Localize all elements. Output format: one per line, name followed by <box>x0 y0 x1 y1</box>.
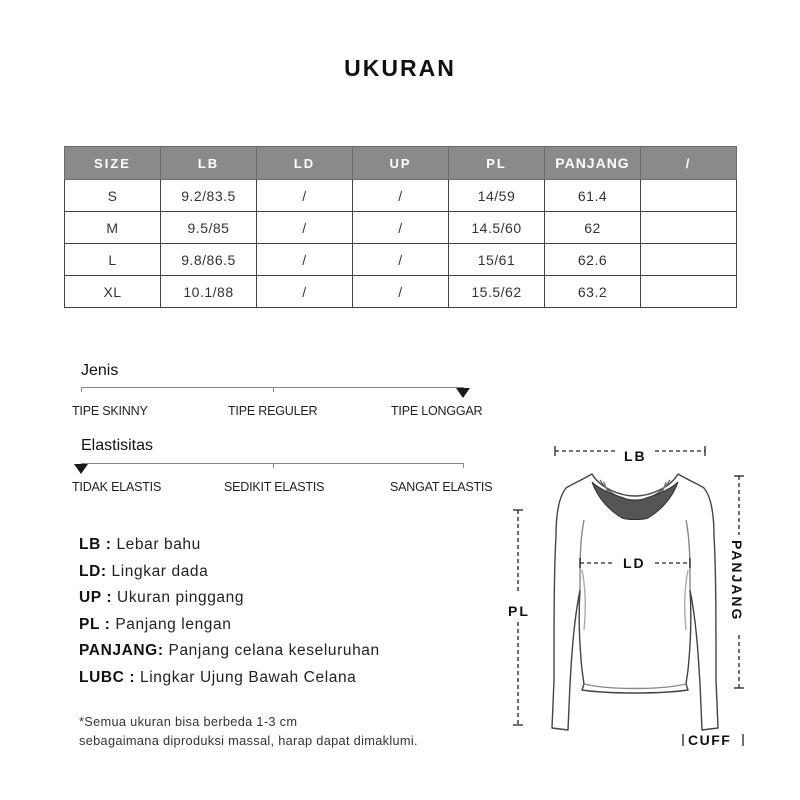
jenis-option-longgar: TIPE LONGGAR <box>391 404 483 418</box>
table-cell: / <box>257 212 353 244</box>
cuff-label: CUFF <box>688 732 732 748</box>
table-cell: 15.5/62 <box>449 276 545 308</box>
table-cell: / <box>353 276 449 308</box>
elastisitas-tick <box>463 463 464 468</box>
header-slash: / <box>641 147 737 180</box>
elastisitas-option-sangat: SANGAT ELASTIS <box>390 480 493 494</box>
legend-text: Lebar bahu <box>111 536 201 553</box>
table-cell <box>641 212 737 244</box>
legend-text: Panjang lengan <box>110 615 232 633</box>
table-cell: / <box>257 276 353 308</box>
table-cell: 62.6 <box>545 244 641 276</box>
table-cell: 9.8/86.5 <box>161 244 257 276</box>
legend-text: Lingkar Ujung Bawah Celana <box>135 668 357 686</box>
table-cell: / <box>353 212 449 244</box>
header-lb: LB <box>161 147 257 180</box>
elastisitas-option-tidak: TIDAK ELASTIS <box>72 480 162 494</box>
header-up: UP <box>353 147 449 180</box>
legend-item <box>79 667 380 694</box>
legend-item <box>79 587 380 614</box>
jenis-label: Jenis <box>81 362 119 379</box>
table-row <box>65 180 737 212</box>
jenis-option-reguler: TIPE REGULER <box>228 404 318 418</box>
legend-text: Ukuran pinggang <box>112 589 245 606</box>
jenis-tick <box>273 387 274 392</box>
shirt-measurement-diagram <box>500 440 770 760</box>
elastisitas-label: Elastisitas <box>81 437 154 454</box>
table-cell: 15/61 <box>449 244 545 276</box>
lb-label: LB <box>624 448 647 464</box>
note-line: sebagaimana diproduksi massal, harap dapat dimaklumi. <box>79 733 418 748</box>
table-row <box>65 244 737 276</box>
legend-key: LD: <box>79 562 107 580</box>
header-panjang: PANJANG <box>545 147 641 180</box>
page-title: UKURAN <box>344 55 456 81</box>
elastisitas-selected-marker <box>74 464 88 474</box>
table-cell: 62 <box>545 212 641 244</box>
table-cell: M <box>65 212 161 244</box>
legend-key: LB : <box>79 536 112 553</box>
size-table <box>64 146 737 308</box>
table-cell: 10.1/88 <box>161 276 257 308</box>
jenis-option-skinny: TIPE SKINNY <box>72 404 148 418</box>
legend-key: UP : <box>79 589 113 606</box>
legend-item <box>79 640 380 667</box>
measurement-legend <box>79 534 380 693</box>
legend-key: LUBC : <box>79 668 136 686</box>
header-pl: PL <box>449 147 545 180</box>
legend-key: PANJANG: <box>79 642 164 659</box>
table-row <box>65 276 737 308</box>
table-cell: / <box>257 244 353 276</box>
table-cell <box>641 180 737 212</box>
table-cell: 14.5/60 <box>449 212 545 244</box>
table-cell: S <box>65 180 161 212</box>
legend-item <box>79 561 380 588</box>
legend-item <box>79 534 380 561</box>
header-ld: LD <box>257 147 353 180</box>
panjang-label: PANJANG <box>729 540 745 622</box>
legend-text: Lingkar dada <box>106 562 209 580</box>
table-cell: / <box>353 180 449 212</box>
pl-label: PL <box>508 603 530 619</box>
table-cell: / <box>353 244 449 276</box>
table-cell: L <box>65 244 161 276</box>
ld-label: LD <box>623 555 646 571</box>
table-row <box>65 212 737 244</box>
table-cell <box>641 244 737 276</box>
note-line: *Semua ukuran bisa berbeda 1-3 cm <box>79 714 298 729</box>
table-cell: 9.2/83.5 <box>161 180 257 212</box>
legend-item <box>79 614 380 641</box>
legend-key: PL : <box>79 615 111 633</box>
legend-text: Panjang celana keseluruhan <box>163 642 380 659</box>
table-cell: 9.5/85 <box>161 212 257 244</box>
jenis-selected-marker <box>456 388 470 398</box>
table-cell: 61.4 <box>545 180 641 212</box>
table-cell: 63.2 <box>545 276 641 308</box>
jenis-tick <box>81 387 82 392</box>
table-cell <box>641 276 737 308</box>
header-size: SIZE <box>65 147 161 180</box>
disclaimer-note <box>79 712 499 750</box>
table-cell: 14/59 <box>449 180 545 212</box>
table-cell: / <box>257 180 353 212</box>
elastisitas-tick <box>273 463 274 468</box>
table-cell: XL <box>65 276 161 308</box>
table-header-row <box>65 147 737 180</box>
elastisitas-option-sedikit: SEDIKIT ELASTIS <box>224 480 325 494</box>
